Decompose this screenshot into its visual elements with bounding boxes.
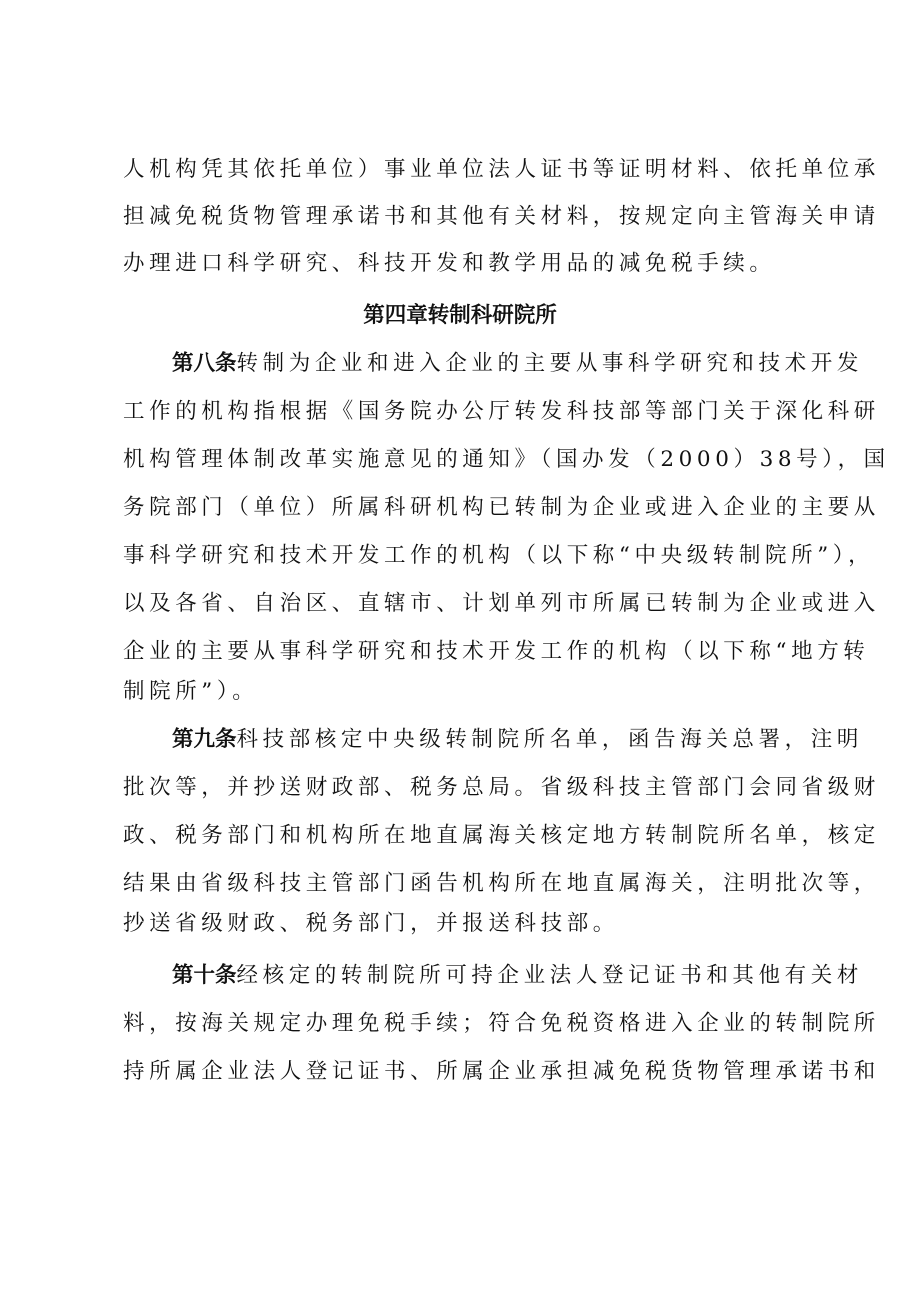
article-8-line: 以及各省、自治区、直辖市、计划单列市所属已转制为企业或进入 [123, 591, 880, 616]
article-8-line: 转制为企业和进入企业的主要从事科学研究和技术开发 [236, 351, 863, 376]
article-8-label: 第八条 [172, 351, 237, 376]
article-8-line: 机构管理体制改革实施意见的通知》（国办发（2000）38号），国 [123, 447, 890, 472]
chapter-title: 第四章转制科研院所 [363, 303, 557, 328]
article-8-line: 工作的机构指根据《国务院办公厅转发科技部等部门关于深化科研 [123, 399, 880, 424]
article-9-line: 科技部核定中央级转制院所名单，函告海关总署，注明 [236, 727, 863, 752]
article-8-first-line [172, 344, 863, 384]
article-9-first-line [172, 720, 863, 760]
article-8-line: 务院部门（单位）所属科研机构已转制为企业或进入企业的主要从 [123, 495, 880, 520]
article-8-line: 事科学研究和技术开发工作的机构（以下称“中央级转制院所”）， [123, 543, 875, 568]
article-9-line: 批次等，并抄送财政部、税务总局。省级科技主管部门会同省级财 [123, 775, 880, 800]
article-9-line: 政、税务部门和机构所在地直属海关核定地方转制院所名单，核定 [123, 823, 880, 848]
article-10-label: 第十条 [172, 963, 237, 988]
intro-line: 人机构凭其依托单位）事业单位法人证书等证明材料、依托单位承 [123, 157, 880, 182]
article-8-line: 企业的主要从事科学研究和技术开发工作的机构（以下称“地方转 [123, 639, 870, 664]
intro-line: 担减免税货物管理承诺书和其他有关材料，按规定向主管海关申请 [123, 204, 880, 229]
article-9-label: 第九条 [172, 727, 237, 752]
article-10-first-line [172, 956, 863, 996]
article-10-line: 料，按海关规定办理免税手续；符合免税资格进入企业的转制院所 [123, 1011, 880, 1036]
article-10-line: 经核定的转制院所可持企业法人登记证书和其他有关材 [236, 963, 863, 988]
article-9-line: 抄送省级财政、税务部门，并报送科技部。 [123, 911, 619, 936]
intro-line: 办理进口科学研究、科技开发和教学用品的减免税手续。 [123, 251, 776, 276]
article-8-line: 制院所”）。 [123, 679, 259, 704]
article-10-line: 持所属企业法人登记证书、所属企业承担减免税货物管理承诺书和 [123, 1059, 880, 1084]
article-9-line: 结果由省级科技主管部门函告机构所在地直属海关，注明批次等， [123, 871, 880, 896]
